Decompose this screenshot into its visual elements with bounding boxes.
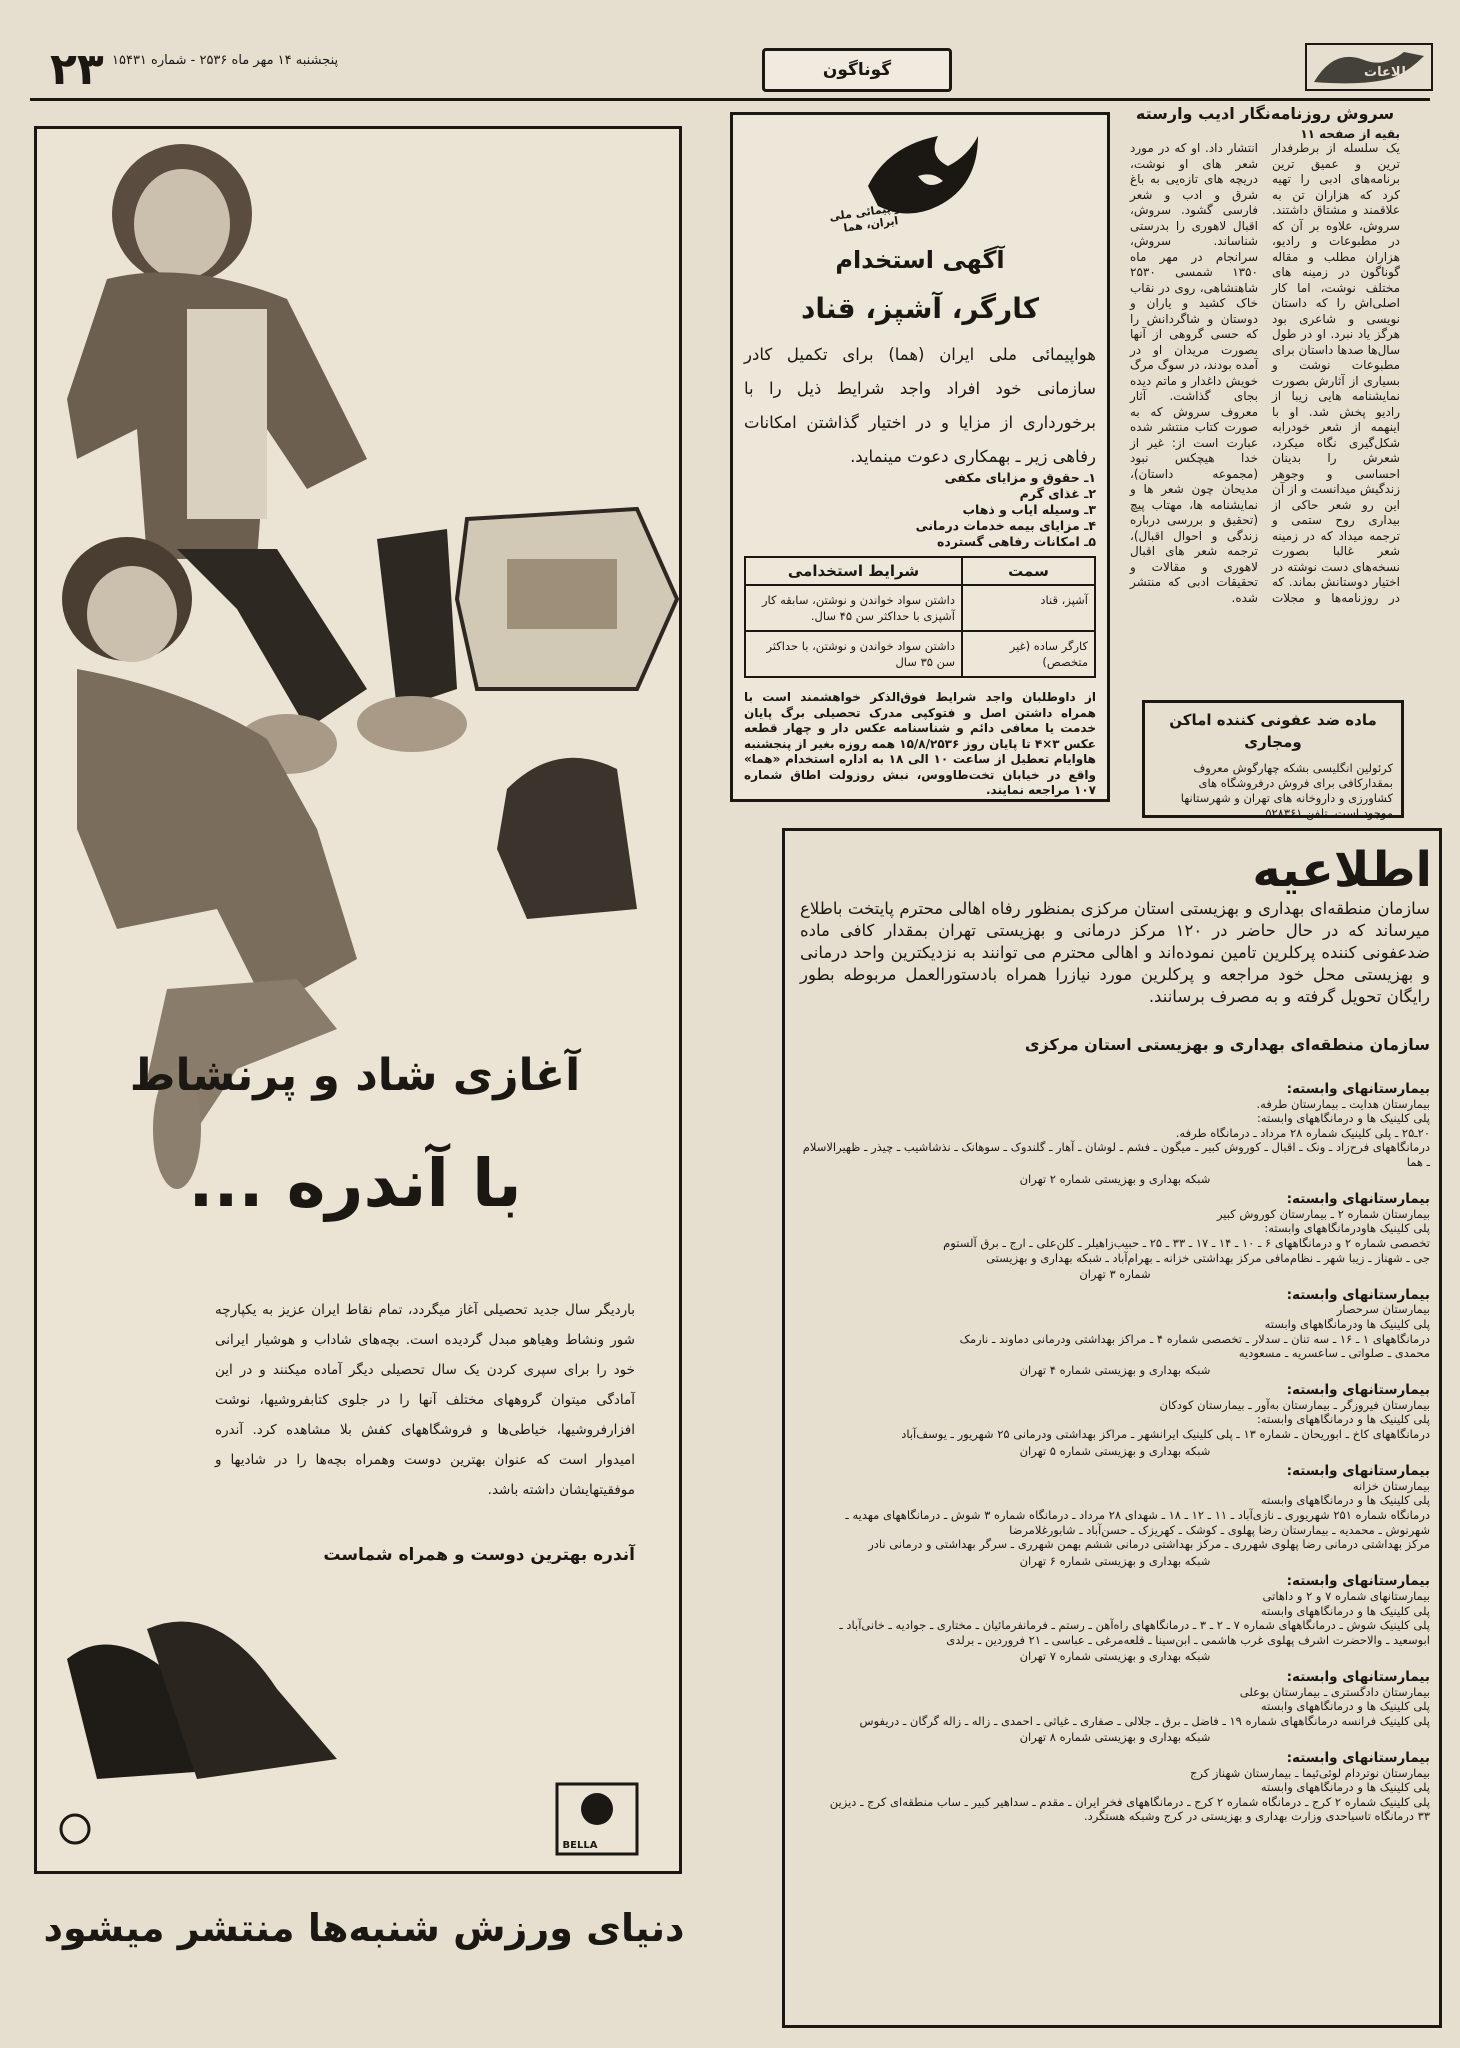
district-block: [800, 1464, 1430, 1568]
district-block: [800, 1383, 1430, 1458]
district-line: پلی کلینیک ها و درمانگاههای وابسته:: [1257, 1111, 1430, 1126]
district-line: ۳۳ درمانگاه تاسیاحدی وزارت بهداری و بهزیستی در کرج وشبکه هستگرد.: [1083, 1809, 1430, 1824]
job-ad-intro: هواپیمائی ملی ایران (هما) برای تکمیل کادر سازمانی خود افراد واجد شرایط ذیل را با برخورداری از مزایا و در اختیار گذاشتن امکانات رفاهی زیر ـ بهمکاری دعوت مینماید.: [744, 345, 1096, 466]
job-ad-roles: کارگر، آشپز، قناد: [800, 292, 1039, 325]
table-row: [745, 585, 1095, 631]
district-line: پلی کلینیک ها و درمانگاههای وابسته: [1260, 1603, 1430, 1618]
district-line: مرکز بهداشتی درمانی رضا پهلوی شهرری ـ مرکز بهداشتی درمانی ششم بهمن شهرری ـ سرگر بهداشتی و درمانی نادر: [868, 1537, 1430, 1552]
district-heading: بیمارستانهای وابسته:: [1286, 1463, 1430, 1480]
benefits-list: [744, 470, 1096, 550]
sports-banner: دنیای ورزش شنبه‌ها منتشر میشود: [43, 1906, 685, 1950]
district-line: درمانگاههای کاخ ـ ابوریحان ـ شماره ۱۳ ـ پلی کلینیک ایرانشهر ـ مراکز بهداشتی ودرمانی ۲۵ شهریور ـ یوسف‌آباد: [901, 1427, 1430, 1442]
district-heading: بیمارستانهای وابسته:: [1286, 1286, 1430, 1303]
andre-shoe-ad: [34, 126, 682, 1874]
district-heading: بیمارستانهای وابسته:: [1286, 1081, 1430, 1097]
homa-logo-text: هواپیمائی ملی ایران، هما: [828, 199, 910, 235]
position-cell: آشپز، قناد: [962, 585, 1095, 631]
district-line: درمانگاههای فرح‌زاد ـ ونک ـ اقبال ـ کوروش کبیر ـ میگون ـ فشم ـ لوشان ـ آهار ـ گلندوک ـ سوهانک ـ نذشاشیب ـ چیذر ـ ظهیرالاسلام ـ هما: [802, 1140, 1430, 1169]
bella-logo: BELLA: [562, 1840, 598, 1851]
col-conditions-header: شرایط استخدامی: [745, 557, 962, 585]
article-column: [1130, 104, 1400, 731]
district-line: پلی کلینیک ها و درمانگاههای وابسته: [1260, 1493, 1430, 1508]
district-line: پلی کلینیک هاودرمانگاههای وابسته:: [1264, 1221, 1430, 1236]
ad-headline: آغازی شاد و پرنشاط: [129, 1050, 581, 1101]
ad-headline-brand: با آندره ...: [188, 1145, 522, 1222]
conditions-cell: داشتن سواد خواندن و نوشتن، با حداکثر سن ۳۵ سال: [745, 631, 962, 677]
header-rule: [30, 98, 1430, 101]
job-ad-title: آگهی استخدام: [835, 246, 1005, 274]
disinfectant-ad: [1142, 700, 1404, 818]
announcement-body: سازمان منطقه‌ای بهداری و بهزیستی استان مرکزی بمنظور رفاه اهالی محترم پایتخت باطلاع میرساند که در حال حاضر در ۱۲۰ مرکز درمانی و بهزیستی تهران بمقدار کافی ماده ضدعفونی کننده پرکلرین تامین نموده‌اند و اهالی محترم می توانند به نزدیکترین واحد درمانی و بهزیستی محل خود مراجعه و پرکلرین مورد نیازرا همراه بادستورالعمل مربوطه بطور رایگان تحویل گرفته و به مصرف برسانند.: [800, 899, 1430, 1006]
district-line: پلی کلینیک ها و درمانگاههای وابسته: [1260, 1699, 1430, 1714]
ad-body: باردیگر سال جدید تحصیلی آغاز میگردد، تمام نقاط ایران عزیز به یکپارچه شور ونشاط وهیاهو مبدل گردیده است. بچه‌های شاداب و هوشیار ایرانی خود را برای سپری کردن یک سال تحصیلی دیگر آماده میکنند و در این آمادگی میتوان گروههای مختلف آنها را در جلوی کتابفروشیها، نوشت افزارفروشیها، خیاطی‌ها و فروشگاههای کفش بلا مشاهده کرد. آندره امیدوار است که عنوان بهترین دوست وهمراه بچه‌ها را در شادیها و موفقیتهایشان داشته باشد.: [215, 1302, 635, 1498]
district-line: بیمارستانهای شماره ۷ و ۲ و داهاتی: [1262, 1589, 1430, 1603]
district-line: پلی کلینیک ها ودرمانگاههای وابسته: [1264, 1316, 1430, 1331]
district-network: شبکه بهداری و بهزیستی شماره ۴ تهران: [1019, 1362, 1211, 1377]
disinfectant-body: کرئولین انگلیسی بشکه چهارگوش معروف بمقدارکافی برای فروش درفروشگاه های کشاورزی و داروخانه های تهران و شهرستانها موجود است. تلفن ۵۲۸۳۶۱: [1180, 761, 1393, 820]
district-network: شبکه بهداری و بهزیستی شماره ۸ تهران: [1019, 1730, 1211, 1745]
district-line: ۲۰ـ۲۵ ـ پلی کلینیک شماره ۲۸ مرداد ـ درمانگاه طرفه.: [1175, 1125, 1430, 1140]
district-block: [800, 1574, 1430, 1664]
district-network: شبکه بهداری و بهزیستی شماره ۲ تهران: [1019, 1171, 1211, 1186]
district-line: محمدی ـ صلواتی ـ ساعسریه ـ مسعودیه: [1238, 1346, 1430, 1361]
header-date: پنجشنبه ۱۴ مهر ماه ۲۵۳۶ - شماره ۱۵۴۳۱: [112, 53, 339, 68]
article-title: سروش روزنامه‌نگار ادیب وارسته: [1135, 104, 1395, 123]
district-heading: بیمارستانهای وابسته:: [1286, 1191, 1430, 1208]
district-line: پلی کلینیک ها و درمانگاههای وابسته: [1260, 1780, 1430, 1795]
district-block: [800, 1192, 1430, 1282]
disinfectant-title: ماده ضد عفونی کننده اماکن ومجاری: [1169, 711, 1377, 751]
benefit-item: ۲ـ غذای گرم: [1019, 486, 1096, 501]
district-network: شبکه بهداری و بهزیستی شماره ۵ تهران: [1019, 1443, 1211, 1458]
job-ad-footer: از داوطلبان واجد شرایط فوق‌الذکر خواهشمند است با همراه داشتن اصل و فتوکپی مدرک تحصیلی برگ پایان خدمت یا معافی دائم و شناسنامه عکس دار و چهار قطعه عکس ۳×۴ تا پایان روز ۱۵/۸/۲۵۳۶ همه روزه بغیر از پنجشنبه هاوایام تعطیل از ساعت ۱۰ الی ۱۸ به اداره استخدام «هما» واقع در خیابان تخت‌طاووس، نبش روزولت اطاق شماره ۱۰۷ مراجعه نمایند.: [744, 690, 1096, 797]
district-line: بیمارستان فیروزگر ـ بیمارستان به‌آور ـ بیمارستان کودکان: [1159, 1397, 1430, 1412]
district-heading: بیمارستانهای وابسته:: [1286, 1668, 1430, 1685]
district-line: جی ـ شهناز ـ زیبا شهر ـ نظام‌مافی مرکز بهداشتی خزانه ـ بهرام‌آباد ـ شبکه بهداری و بهزیستی: [986, 1250, 1430, 1265]
page-number: ۲۳: [50, 44, 104, 95]
district-heading: بیمارستانهای وابسته:: [1286, 1382, 1430, 1399]
conditions-cell: داشتن سواد خواندن و نوشتن، سابقه کار آشپزی با حداکثر سن ۴۵ سال.: [745, 585, 962, 631]
district-block: [800, 1670, 1430, 1745]
col-position-header: سمت: [962, 557, 1095, 585]
benefit-item: ۱ـ حقوق و مزایای مکفی: [944, 470, 1096, 485]
district-line: بیمارستان سرحصار: [1336, 1302, 1430, 1317]
table-row: [745, 631, 1095, 677]
district-line: درمانگاههای ۱ ـ ۱۶ ـ سه تنان ـ سدلار ـ تخصصی شماره ۴ ـ مراکز بهداشتی ودرمانی دماوند ـ نارمک: [959, 1331, 1430, 1346]
announcement-org: سازمان منطقه‌ای بهداری و بهزیستی استان مرکزی: [1024, 1035, 1430, 1054]
district-heading: بیمارستانهای وابسته:: [1286, 1749, 1430, 1766]
benefit-item: ۳ـ وسیله ایاب و ذهاب: [962, 502, 1096, 517]
job-conditions-table: [744, 556, 1096, 678]
masthead-logo: [1304, 42, 1434, 92]
district-line: بیمارستان نوتردام لوئی‌ئیما ـ بیمارستان شهناز کرج: [1189, 1765, 1430, 1780]
announcement-title: اطلاعیه: [1252, 842, 1432, 898]
district-line: پلی کلینیک ها و درمانگاههای وابسته:: [1257, 1412, 1430, 1427]
position-cell: کارگر ساده (غیر متخصص): [962, 631, 1095, 677]
district-line: بیمارستان دادگستری ـ بیمارستان بوعلی: [1239, 1684, 1430, 1699]
district-line: درمانگاه شماره ۲۵۱ شهریوری ـ نازی‌آباد ـ ۱۱ ـ ۱۲ ـ ۱۸ ـ شهدای ۲۸ مرداد ـ درمانگاه شماره ۳ شوش ـ درمانگاههای مهدیه ـ شهرنوش ـ محمدیه ـ بیمارستان رضا پهلوی ـ کوشک ـ کهریزک ـ حسن‌آباد ـ شابورغلامرضا: [845, 1508, 1430, 1537]
district-line: بیمارستان هدایت ـ بیمارستان طرفه.: [1256, 1096, 1430, 1111]
masthead-text: اطلاعات: [1364, 65, 1418, 80]
district-network: شماره ۳ تهران: [1079, 1267, 1151, 1282]
benefit-item: ۵ـ امکانات رفاهی گسترده: [937, 534, 1096, 549]
district-network: شبکه بهداری و بهزیستی شماره ۷ تهران: [1019, 1649, 1211, 1664]
benefit-item: ۴ـ مزایای بیمه خدمات درمانی: [915, 518, 1096, 533]
district-block: [800, 1082, 1430, 1186]
district-heading: بیمارستانهای وابسته:: [1286, 1573, 1430, 1590]
district-line: بیمارستان خزانه: [1352, 1478, 1430, 1493]
district-list: [800, 1076, 1430, 1824]
table-header-row: [745, 557, 1095, 585]
children-illustration: [37, 129, 679, 1871]
section-label: گوناگون: [762, 48, 952, 92]
district-line: پلی کلینیک شوش ـ درمانگاههای شماره ۷ ـ ۲ ـ ۳ ـ درمانگاههای راه‌آهن ـ رستم ـ فرمانفرمائیان ـ مختاری ـ جوادیه ـ خانی‌آباد ـ ابوسعید ـ والاحضرت اشرف پهلوی غرب هاشمی ـ ابن‌سینا ـ قلعه‌مرغی ـ عباسی ـ ۲۱ فروردین ـ برلدی: [839, 1618, 1430, 1647]
ad-slogan: آندره بهترین دوست و همراه شماست: [323, 1545, 635, 1565]
district-line: بیمارستان شماره ۲ ـ بیمارستان کوروش کبیر: [1216, 1206, 1430, 1221]
district-line: پلی کلینیک شماره ۲ کرج ـ درمانگاه شماره ۲ کرج ـ درمانگاههای فخر ایران ـ مقدم ـ سداهیر کبیر ـ ساب منطقه‌ای کرج ـ دیزین: [829, 1794, 1430, 1809]
district-line: تخصصی شماره ۲ و درمانگاههای ۶ ـ ۱۰ ـ ۱۴ ـ ۱۷ ـ ۳۳ ـ ۲۵ ـ حبیب‌زاهیلر ـ کلن‌علی ـ ارج ـ برق آلستوم: [943, 1235, 1430, 1250]
district-network: شبکه بهداری و بهزیستی شماره ۶ تهران: [1019, 1553, 1211, 1568]
district-block: [800, 1751, 1430, 1824]
article-body: یک سلسله از برطرفدار ترین و عمیق ترین برنامه‌های ادبی را تهیه کرد که هزاران تن به علاقمند و مشتاق داشتند. سروش، علاوه بر آن که در مطبوعات و رادیو، هزاران مطلب و مقاله گوناگون در زمینه های مختلف نوشت، اما کار اصلی‌اش را که داستان نویسی و شاعری بود هرگز یاد نبرد. او در طول سال‌ها صدها داستان برای مطبوعات نوشت و بسیاری از آثارش بصورت نمایشنامه هایی زیبا از رادیو پخش شد. او با اینهمه از شعر خودرابه شکل‌گیری نگاه میکرد، شعرش را بدینان احساسی و وجوهر زندگیش میدانست و از آن این رو شعر حاکی از بیداری روح ستمی و ترجمه میداد که در زمینه شعر غالبا بصورت نسخه‌های دست نوشته در اختیار دوستانش بماند. که در روزنامه‌ها و مجلات انتشار داد. او که در مورد شعر های او نوشت، دریچه های تازه‌یی به باغ شرق و ادب و شعر فارسی گشود. سروش، اقبال لاهوری را بدرستی شناساند. سروش، سرانجام در مهر ماه ۱۳۵۰ شمسی ۲۵۳۰ شاهنشاهی، روی در نقاب خاک کشید و یاران و دوستان و شاگردانش را که حسی گروهی از آنها بصورت مریدان او در آمده بودند، در سوگ مرگ خویش داغدار و ماتم دیده بجای گذاشت. آثار معروف سروش که به صورت کتاب منتشر شده عبارت است از: غیر از خدا هیچکس نبود (مجموعه داستان)، مدیحان چون شعر ها و نمایشنامه ها، مهتاب پیچ (تحقیق و بررسی درباره زندگی و احوال اقبال)، ترجمه شعر های اقبال لاهوری و مقالات و تحقیقات ادبی که منتشر شده.: [1130, 141, 1400, 605]
district-block: [800, 1288, 1430, 1378]
article-continuation: بقیه از صفحه ۱۱: [1300, 127, 1400, 141]
district-line: پلی کلینیک فرانسه درمانگاههای شماره ۱۹ ـ فاضل ـ برق ـ جلالی ـ صفاری ـ غیاثی ـ احمدی ـ زاله ـ زاله گرگان ـ دریفوس: [859, 1713, 1430, 1728]
